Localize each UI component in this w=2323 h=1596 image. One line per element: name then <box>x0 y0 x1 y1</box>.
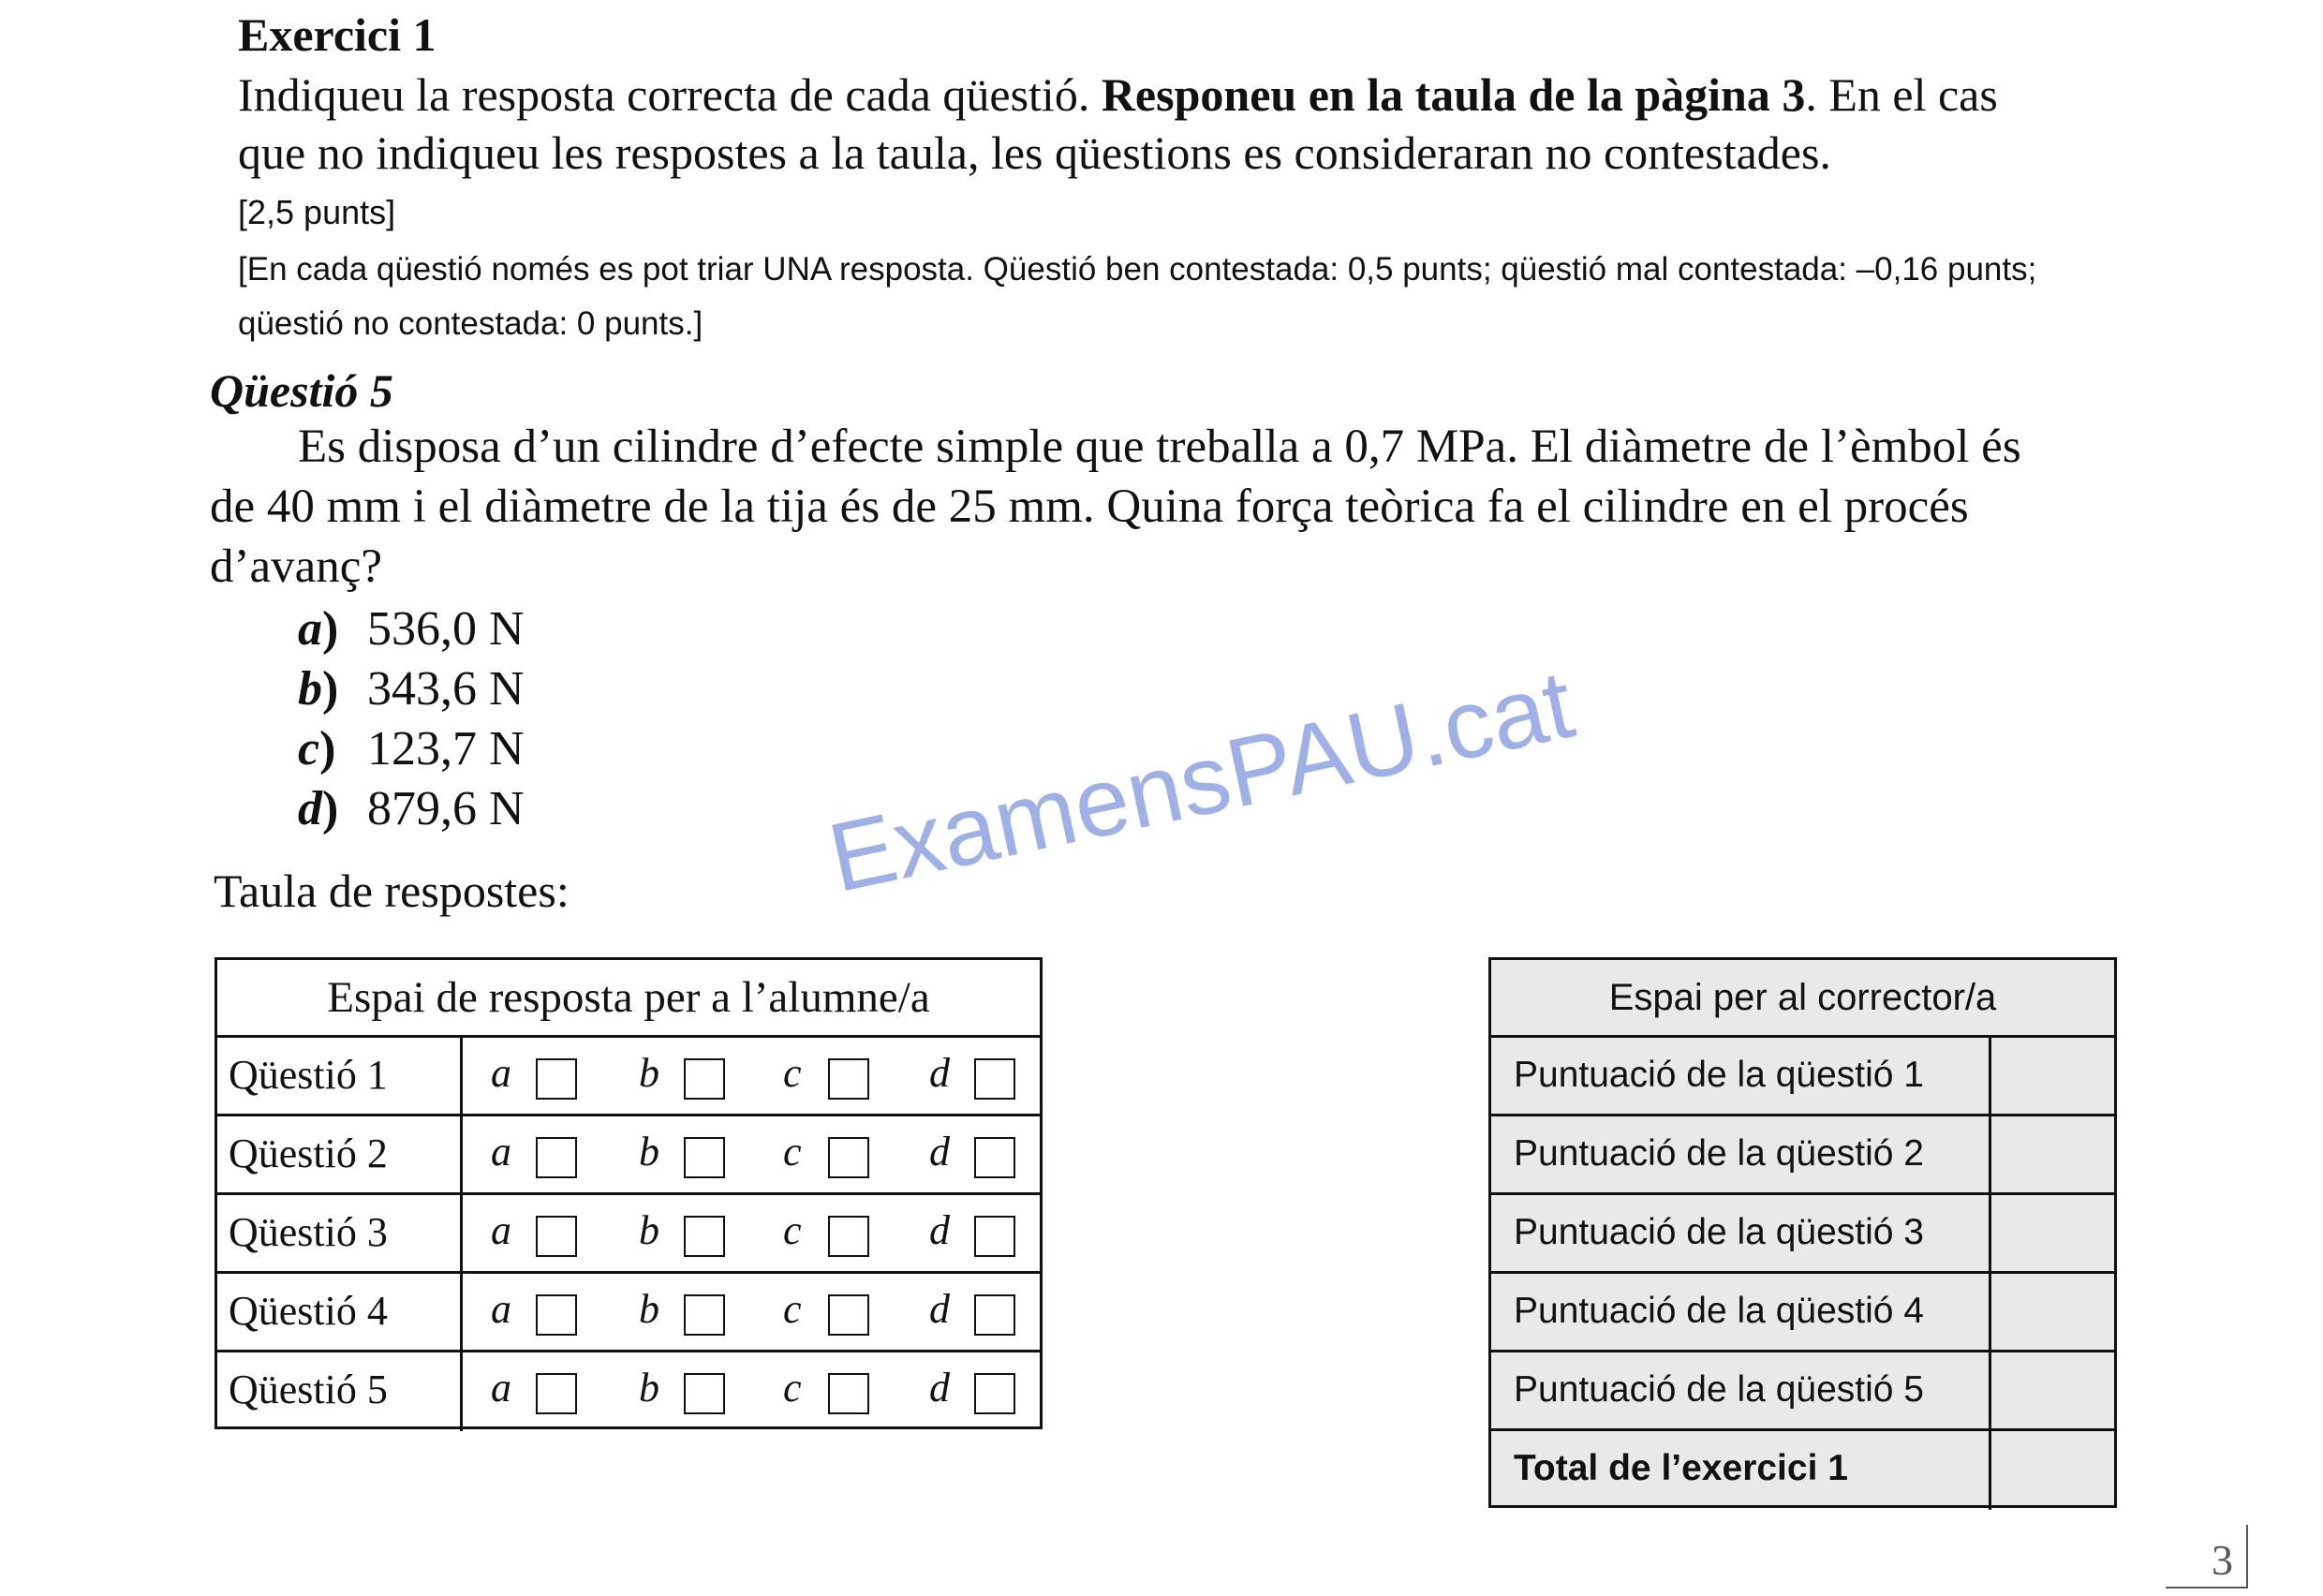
choice-letter: b <box>639 1129 659 1175</box>
corrector-table <box>1488 957 2117 1508</box>
choice-letter: c <box>783 1207 802 1253</box>
choice-letter: a <box>491 1207 511 1253</box>
choice-letter: b <box>639 1365 659 1411</box>
choice-letter: c <box>783 1286 802 1332</box>
score-label: Puntuació de la qüestió 4 <box>1491 1274 1991 1350</box>
answer-checkbox[interactable] <box>828 1137 869 1178</box>
choice-letter: d <box>929 1207 950 1253</box>
answer-checkbox[interactable] <box>536 1373 577 1414</box>
table-row <box>217 1195 1040 1274</box>
option-b <box>298 661 525 717</box>
student-table-header: Espai de resposta per a l’alumne/a <box>217 960 1040 1038</box>
choice-letter: b <box>639 1286 659 1332</box>
instruction-text-2: . En el cas <box>1805 68 1998 121</box>
score-cell[interactable] <box>1991 1352 2114 1428</box>
rules-line-2: qüestió no contestada: 0 punts.] <box>238 305 703 342</box>
option-letter-text: b <box>298 662 322 716</box>
score-cell[interactable] <box>1991 1116 2114 1192</box>
instruction-text-1: Indiqueu la resposta correcta de cada qüestió. <box>238 68 1102 121</box>
score-cell[interactable] <box>1991 1274 2114 1350</box>
answer-checkbox[interactable] <box>536 1216 577 1257</box>
answer-checkbox[interactable] <box>974 1137 1015 1178</box>
answer-checkbox[interactable] <box>684 1216 725 1257</box>
answer-checkbox[interactable] <box>974 1294 1015 1336</box>
option-letter: a) <box>298 602 339 656</box>
score-label: Puntuació de la qüestió 5 <box>1491 1352 1991 1428</box>
rules-line-1: [En cada qüestió només es pot triar UNA resposta. Qüestió ben contestada: 0,5 punts; qüestió mal contestada: –0,16 punts; <box>238 251 2037 288</box>
answer-checkbox[interactable] <box>536 1137 577 1178</box>
score-row <box>1491 1038 2114 1116</box>
choice-letter: b <box>639 1050 659 1096</box>
question-text-line-3: d’avanç? <box>210 540 383 593</box>
option-d <box>298 781 525 836</box>
total-label: Total de l’exercici 1 <box>1491 1431 1991 1510</box>
question-text-line-2: de 40 mm i el diàmetre de la tija és de 25 mm. Quina força teòrica fa el cilindre en el procés <box>210 480 1969 533</box>
choice-letter: a <box>491 1050 511 1096</box>
score-row <box>1491 1274 2114 1352</box>
choice-letter: d <box>929 1129 950 1175</box>
watermark: ExamensPAU.cat <box>820 649 1583 914</box>
choice-letter: b <box>639 1207 659 1253</box>
table-row <box>217 1038 1040 1116</box>
answer-checkbox[interactable] <box>684 1294 725 1336</box>
question-title: Qüestió 5 <box>210 364 393 417</box>
table-row <box>217 1352 1040 1431</box>
question-label: Qüestió 5 <box>217 1352 463 1431</box>
option-letter-text: a <box>298 602 322 656</box>
answer-checkbox[interactable] <box>974 1058 1015 1100</box>
answer-checkbox[interactable] <box>828 1294 869 1336</box>
choice-letter: c <box>783 1129 802 1175</box>
option-value: 343,6 N <box>367 662 525 716</box>
option-letter-text: d <box>298 782 322 835</box>
question-text-line-1: Es disposa d’un cilindre d’efecte simple que treballa a 0,7 MPa. El diàmetre de l’èmbol és <box>298 421 2021 473</box>
score-row <box>1491 1195 2114 1274</box>
option-value: 123,7 N <box>367 722 525 776</box>
answer-checkbox[interactable] <box>536 1294 577 1336</box>
answer-checkbox[interactable] <box>974 1373 1015 1414</box>
choice-letter: c <box>783 1050 802 1096</box>
score-label: Puntuació de la qüestió 3 <box>1491 1195 1991 1271</box>
option-c <box>298 721 525 776</box>
choice-letter: a <box>491 1365 511 1411</box>
answer-checkbox[interactable] <box>828 1373 869 1414</box>
choice-letter: c <box>783 1365 802 1411</box>
answer-checkbox[interactable] <box>828 1216 869 1257</box>
total-row <box>1491 1431 2114 1510</box>
question-label: Qüestió 1 <box>217 1038 463 1114</box>
choice-letter: a <box>491 1129 511 1175</box>
option-letter: c) <box>298 722 336 776</box>
answer-checkbox[interactable] <box>684 1137 725 1178</box>
choice-letter: d <box>929 1365 950 1411</box>
question-label: Qüestió 2 <box>217 1116 463 1192</box>
instruction-line-1 <box>238 66 2168 124</box>
option-value: 536,0 N <box>367 602 525 656</box>
instruction-line-2: que no indiqueu les respostes a la taula, les qüestions es consideraran no contestades. <box>238 126 1831 179</box>
score-cell[interactable] <box>1991 1038 2114 1114</box>
option-letter: d) <box>298 782 339 835</box>
choice-letter: a <box>491 1286 511 1332</box>
answer-checkbox[interactable] <box>536 1058 577 1100</box>
answer-checkbox[interactable] <box>828 1058 869 1100</box>
table-row <box>217 1116 1040 1195</box>
points-note: [2,5 punts] <box>238 193 396 231</box>
table-row <box>217 1274 1040 1352</box>
option-letter-text: c <box>298 722 320 776</box>
question-label: Qüestió 4 <box>217 1274 463 1350</box>
option-letter: b) <box>298 662 339 716</box>
exercise-title: Exercici 1 <box>238 8 436 61</box>
answer-checkbox[interactable] <box>974 1216 1015 1257</box>
question-label: Qüestió 3 <box>217 1195 463 1271</box>
answer-checkbox[interactable] <box>684 1058 725 1100</box>
score-label: Puntuació de la qüestió 2 <box>1491 1116 1991 1192</box>
option-value: 879,6 N <box>367 782 525 835</box>
score-label: Puntuació de la qüestió 1 <box>1491 1038 1991 1114</box>
page-number: 3 <box>2166 1525 2248 1589</box>
corrector-table-header: Espai per al corrector/a <box>1491 960 2114 1038</box>
choice-letter: d <box>929 1286 950 1332</box>
answer-table-title: Taula de respostes: <box>214 864 570 917</box>
option-a <box>298 601 525 657</box>
instruction-bold: Responeu en la taula de la pàgina 3 <box>1101 68 1806 121</box>
score-row <box>1491 1352 2114 1431</box>
score-row <box>1491 1116 2114 1195</box>
choice-letter: d <box>929 1050 950 1096</box>
score-cell[interactable] <box>1991 1195 2114 1271</box>
student-answer-table <box>215 957 1043 1429</box>
answer-checkbox[interactable] <box>684 1373 725 1414</box>
score-cell[interactable] <box>1991 1431 2114 1510</box>
